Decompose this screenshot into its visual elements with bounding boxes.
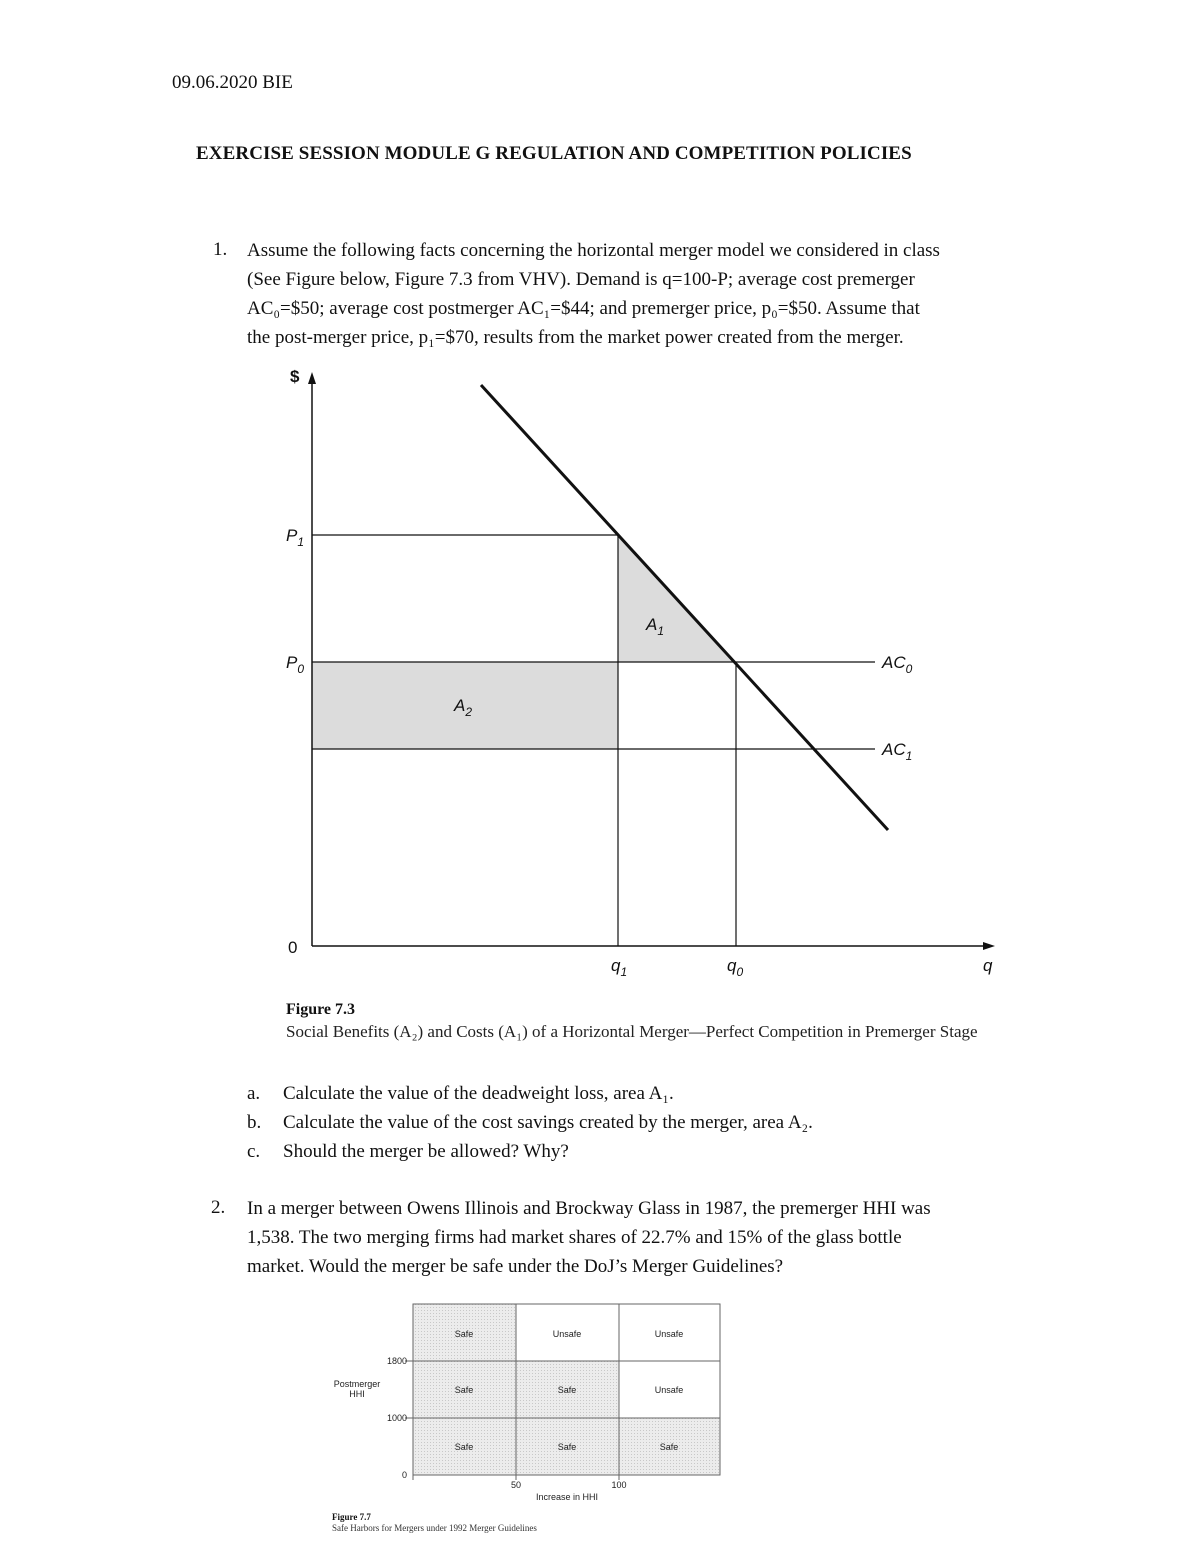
q1-axis-label <box>611 956 627 979</box>
ac0-label-sub: 0 <box>905 662 913 676</box>
question-1-line: AC₀=$50; average cost postmerger AC₁=$44; and premerger price, p₀=$50. Assume that <box>247 298 920 319</box>
q0-axis-label <box>727 956 743 979</box>
x-tick-label: 100 <box>611 1480 627 1490</box>
y-axis-label-line2: HHI <box>349 1389 365 1399</box>
ac1-label-sub: 1 <box>905 749 913 763</box>
subquestion-text: Calculate the value of the cost savings created by the merger, area A₂. <box>283 1112 813 1133</box>
demand-curve <box>481 385 888 830</box>
subquestion-label: a. <box>247 1083 261 1104</box>
y-tick-label: 0 <box>401 1470 407 1480</box>
y-tick-label: 1000 <box>386 1413 407 1423</box>
x-tick-label: 50 <box>510 1480 522 1490</box>
grid-cell: Safe <box>454 1442 474 1452</box>
grid-cell: Unsafe <box>552 1329 582 1339</box>
grid-cell: Unsafe <box>654 1329 684 1339</box>
question-2-number: 2. <box>211 1197 226 1218</box>
question-1-line: (See Figure below, Figure 7.3 from VHV). Demand is q=100-P; average cost premerger <box>247 269 915 290</box>
x-axis-arrow-icon <box>983 942 995 950</box>
figure-7-3-caption-text: Social Benefits (A₂) and Costs (A₁) of a Horizontal Merger—Perfect Competition in Premerger Stage <box>286 1022 978 1041</box>
q0-axis-label-sub: 0 <box>736 965 744 979</box>
header-date: 09.06.2020 BIE <box>172 72 293 93</box>
grid-cell: Safe <box>454 1329 474 1339</box>
y-axis-label: $ <box>290 367 300 386</box>
a1-label-sub: 1 <box>657 624 665 638</box>
question-1-line: Assume the following facts concerning the horizontal merger model we considered in class <box>247 240 940 261</box>
question-2-line: market. Would the merger be safe under the DoJ’s Merger Guidelines? <box>247 1256 784 1277</box>
ac1-label-main: AC <box>882 740 906 759</box>
x-axis-label: Increase in HHI <box>535 1492 599 1502</box>
grid-cell: Unsafe <box>654 1385 684 1395</box>
subquestion-text: Calculate the value of the deadweight loss, area A₁. <box>283 1083 674 1104</box>
question-1-text <box>247 236 1027 352</box>
question-1-number: 1. <box>213 239 228 260</box>
x-axis-label: q <box>983 956 993 975</box>
q1-axis-label-sub: 1 <box>620 965 628 979</box>
grid-cell: Safe <box>454 1385 474 1395</box>
figure-7-7-safe-harbor-grid <box>325 1298 735 1510</box>
p0-label <box>286 653 304 676</box>
grid-cell: Safe <box>659 1442 679 1452</box>
a2-label-sub: 2 <box>465 705 473 719</box>
subquestion-text: Should the merger be allowed? Why? <box>283 1141 569 1162</box>
origin-label: 0 <box>288 938 298 957</box>
question-2-line: In a merger between Owens Illinois and Brockway Glass in 1987, the premerger HHI was <box>247 1198 931 1219</box>
p1-label-sub: 1 <box>297 535 305 549</box>
ac0-label <box>881 653 913 676</box>
ac0-label-main: AC <box>882 653 906 672</box>
figure-7-3-merger-diagram <box>270 360 1030 985</box>
grid-cell: Safe <box>557 1385 577 1395</box>
figure-7-7-caption-text: Safe Harbors for Mergers under 1992 Merger Guidelines <box>332 1523 537 1533</box>
question-2-text <box>247 1194 1027 1281</box>
figure-7-3-caption-title: Figure 7.3 <box>286 1001 356 1018</box>
ac1-label <box>881 740 912 763</box>
subquestion-label: b. <box>247 1112 262 1133</box>
q1-axis-label-main: q <box>611 956 621 975</box>
y-tick-label: 1800 <box>386 1356 407 1366</box>
subquestion-label: c. <box>247 1141 261 1162</box>
p1-label-main: P <box>286 526 298 545</box>
question-1-line: the post-merger price, p₁=$70, results from the market power created from the merger. <box>247 327 904 348</box>
page-title: EXERCISE SESSION MODULE G REGULATION AND COMPETITION POLICIES <box>196 143 912 164</box>
figure-7-7-caption-title: Figure 7.7 <box>332 1512 371 1522</box>
question-2-line: 1,538. The two merging firms had market shares of 22.7% and 15% of the glass bottle <box>247 1227 902 1248</box>
grid-cell: Safe <box>557 1442 577 1452</box>
p0-label-main: P <box>286 653 298 672</box>
p0-label-sub: 0 <box>297 662 305 676</box>
p1-label <box>286 526 304 549</box>
a1-label-main: A <box>646 615 658 634</box>
a2-label-main: A <box>454 696 466 715</box>
q0-axis-label-main: q <box>727 956 737 975</box>
y-axis-label-line1: Postmerger <box>333 1379 381 1389</box>
y-axis-arrow-icon <box>308 372 316 384</box>
